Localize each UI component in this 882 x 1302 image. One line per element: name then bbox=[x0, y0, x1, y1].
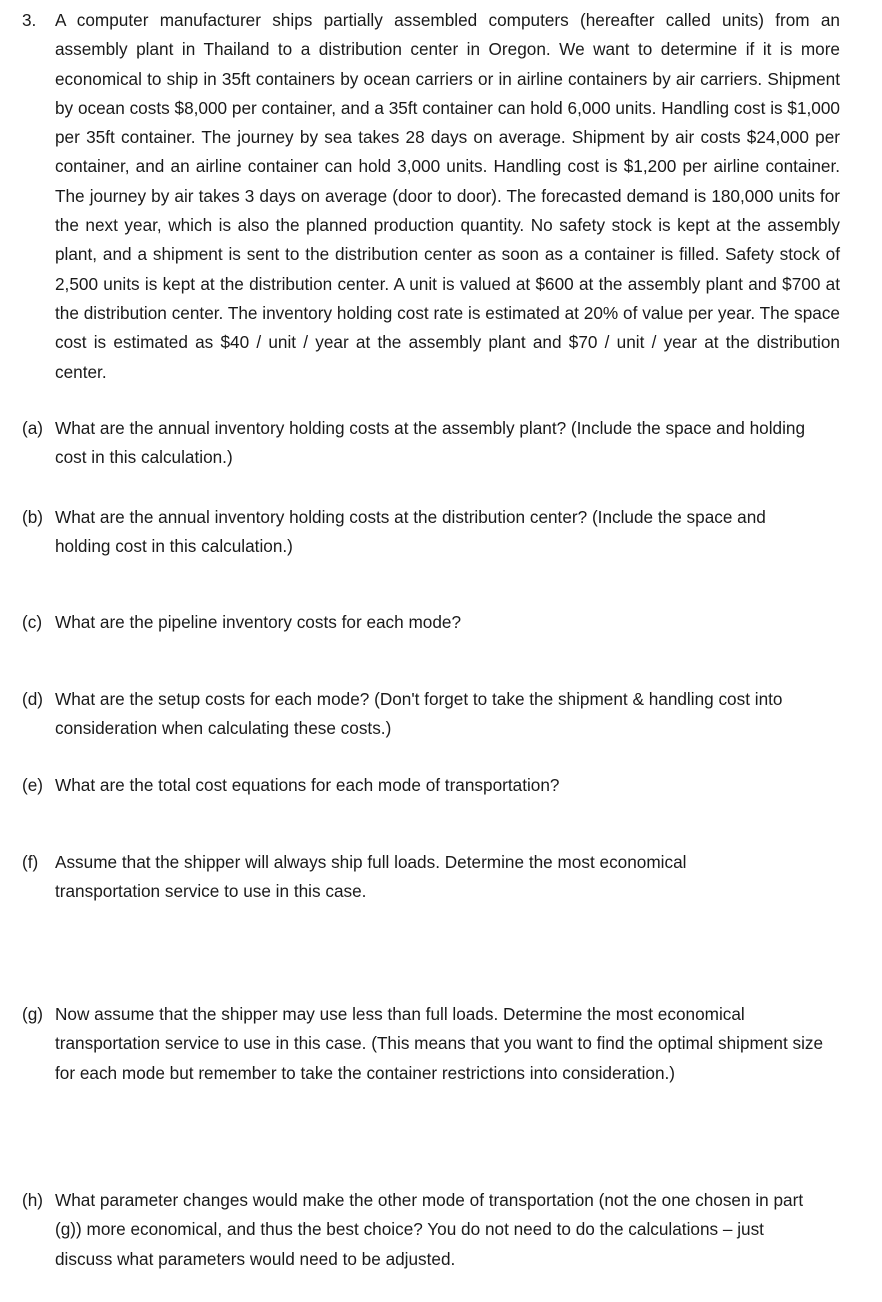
question-part-d bbox=[22, 685, 842, 744]
question-part-f bbox=[22, 848, 842, 907]
part-text: What parameter changes would make the other mode of transportation (not the one chosen in part (g)) more economical, and thus the best choice? You do not need to do the calculations – just discuss what parameters would need to be adjusted. bbox=[55, 1190, 804, 1269]
part-label: (g) bbox=[22, 1004, 44, 1024]
part-label: (c) bbox=[22, 612, 43, 632]
part-text: Assume that the shipper will always ship full loads. Determine the most economical transportation service to use in this case. bbox=[55, 852, 687, 902]
part-text: Now assume that the shipper may use less than full loads. Determine the most economical transportation service to use in this case. (This means that you want to find the optimal shipment size for each mode but remember to take the container restrictions into consideration.) bbox=[55, 1004, 824, 1083]
part-text: What are the annual inventory holding costs at the distribution center? (Include the space and holding cost in this calculation.) bbox=[55, 507, 766, 557]
part-label: (d) bbox=[22, 689, 44, 709]
question-part-a bbox=[22, 414, 832, 473]
part-text: What are the annual inventory holding costs at the assembly plant? (Include the space and holding cost in this calculation.) bbox=[55, 418, 806, 468]
question-part-b bbox=[22, 503, 832, 562]
question-part-h bbox=[22, 1186, 842, 1274]
problem-statement bbox=[22, 6, 842, 387]
part-label: (a) bbox=[22, 418, 44, 438]
question-part-e bbox=[22, 771, 842, 800]
part-label: (b) bbox=[22, 507, 44, 527]
question-part-c bbox=[22, 608, 842, 637]
part-label: (f) bbox=[22, 852, 39, 872]
problem-number: 3. bbox=[22, 10, 37, 30]
question-part-g bbox=[22, 1000, 842, 1088]
part-text: What are the pipeline inventory costs for each mode? bbox=[55, 612, 462, 632]
part-text: What are the setup costs for each mode? (Don't forget to take the shipment & handling cost into consideration when calculating these costs.) bbox=[55, 689, 783, 739]
part-label: (h) bbox=[22, 1190, 44, 1210]
problem-text: A computer manufacturer ships partially assembled computers (hereafter called units) from an assembly plant in Thailand to a distribution center in Oregon. We want to determine if it is more economical to ship in 35ft containers by ocean carriers or in airline containers by air carriers. Shipment by ocean costs $8,000 per container, and a 35ft container can hold 6,000 units. Handling cost is $1,000 per 35ft container. The journey by sea takes 28 days on average. Shipment by air costs $24,000 per container, and an airline container can hold 3,000 units. Handling cost is $1,200 per airline container. The journey by air takes 3 days on average (door to door). The forecasted demand is 180,000 units for the next year, which is also the planned production quantity. No safety stock is kept at the assembly plant, and a shipment is sent to the distribution center as soon as a container is filled. Safety stock of 2,500 units is kept at the distribution center. A unit is valued at $600 at the assembly plant and $700 at the distribution center. The inventory holding cost rate is estimated at 20% of value per year. The space cost is estimated as $40 / unit / year at the assembly plant and $70 / unit / year at the distribution center. bbox=[55, 10, 840, 382]
part-text: What are the total cost equations for each mode of transportation? bbox=[55, 775, 560, 795]
part-label: (e) bbox=[22, 775, 44, 795]
